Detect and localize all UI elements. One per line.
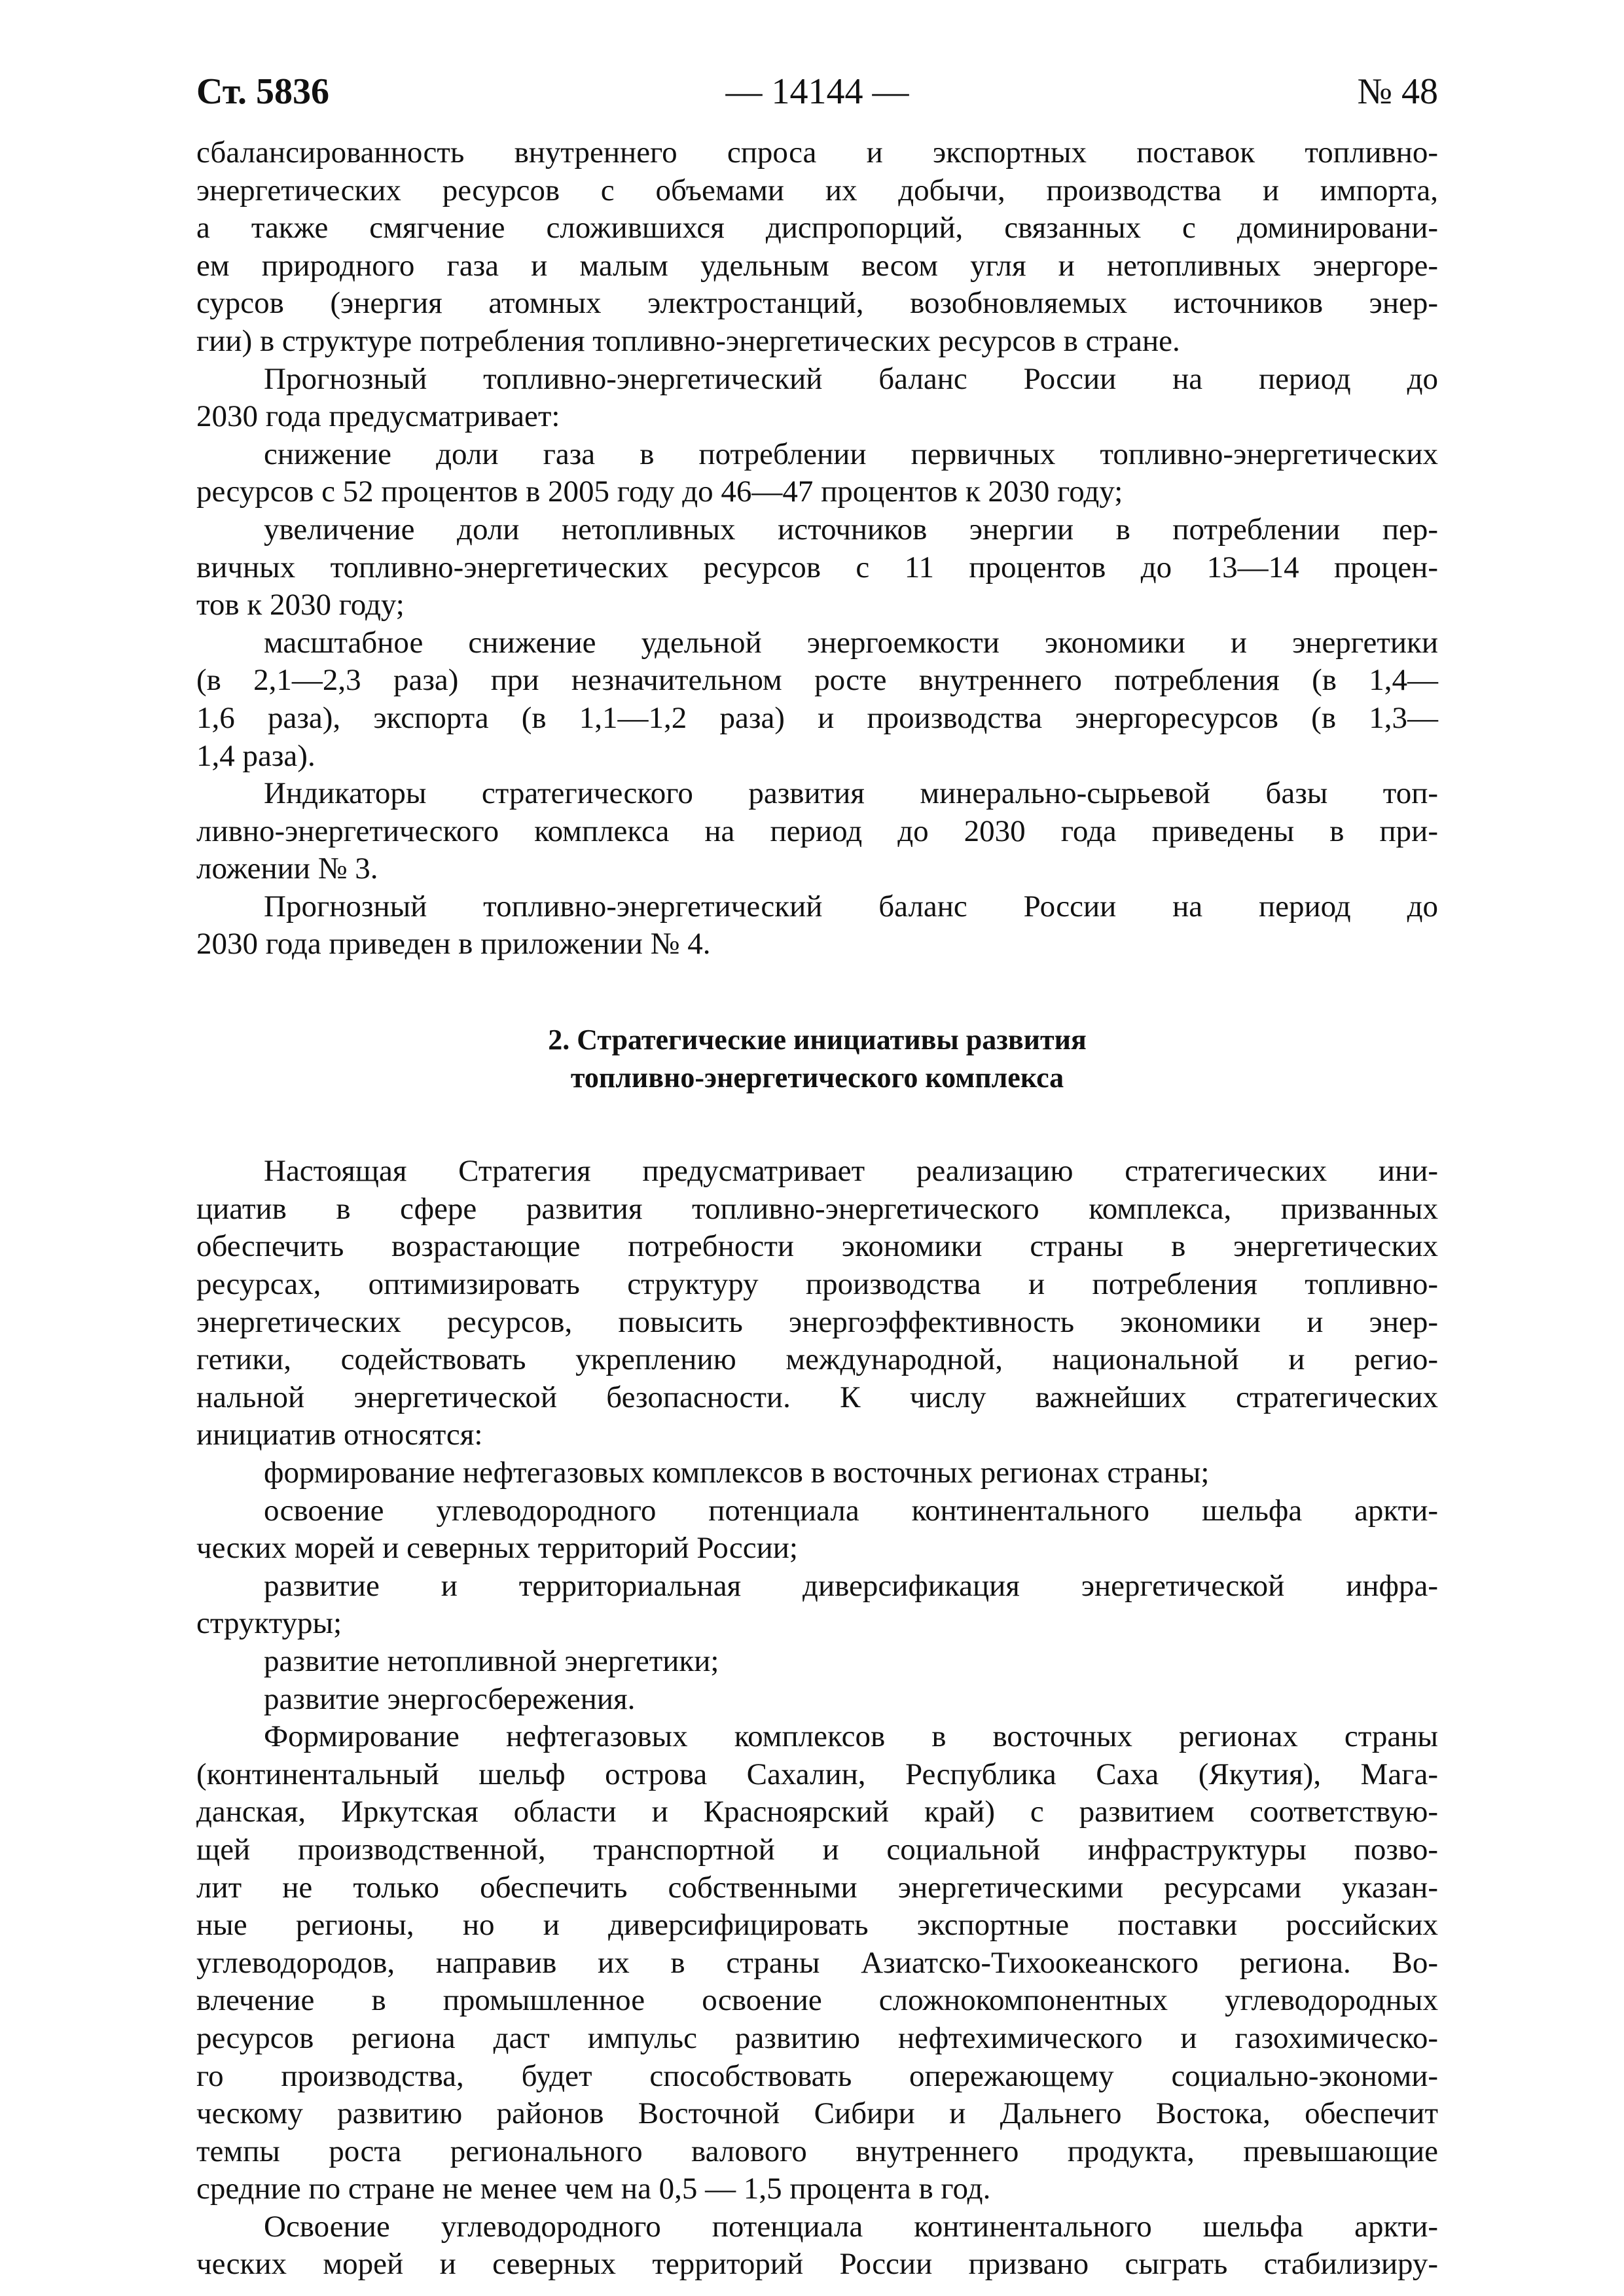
text-line: (континентальный шельф острова Сахалин, Республика Саха (Якутия), Мага- — [196, 1757, 1438, 1791]
text-line: тов к 2030 году; — [196, 588, 405, 622]
text-line: ливно-энергетического комплекса на период до 2030 года приведены в при- — [196, 814, 1438, 848]
text-line: Настоящая Стратегия предусматривает реализацию стратегических ини- — [264, 1154, 1438, 1189]
text-line: Формирование нефтегазовых комплексов в восточных регионах страны — [264, 1719, 1438, 1754]
text-line: лит не только обеспечить собственными энергетическими ресурсами указан- — [196, 1870, 1438, 1905]
text-line: углеводородов, направив их в страны Азиатско-Тихоокеанского региона. Во- — [196, 1945, 1438, 1980]
text-line: освоение углеводородного потенциала континентального шельфа аркти- — [264, 1493, 1438, 1528]
text-line: влечение в промышленное освоение сложнокомпонентных углеводородных — [196, 1983, 1438, 2018]
text-line: развитие энергосбережения. — [264, 1681, 636, 1716]
text-line: 1,4 раза). — [196, 738, 316, 773]
text-line: 1,6 раза), экспорта (в 1,1—1,2 раза) и производства энергоресурсов (в 1,3— — [196, 700, 1438, 735]
text-line: инициатив относятся: — [196, 1418, 483, 1452]
text-line: энергетических ресурсов с объемами их добычи, производства и импорта, — [196, 173, 1438, 207]
text-line: ем природного газа и малым удельным весом угля и нетопливных энергоре- — [196, 248, 1438, 283]
text-line: ложении № 3. — [196, 852, 378, 886]
page-number: — 14144 — — [725, 71, 909, 112]
text-line: развитие нетопливной энергетики; — [264, 1643, 719, 1678]
text-line: формирование нефтегазовых комплексов в восточных регионах страны; — [264, 1456, 1210, 1490]
text-line: ресурсов с 52 процентов в 2005 году до 46—47 процентов к 2030 году; — [196, 475, 1123, 509]
text-line: гетики, содействовать укреплению международной, национальной и регио- — [196, 1342, 1438, 1377]
text-line: обеспечить возрастающие потребности экономики страны в энергетических — [196, 1229, 1438, 1264]
section-heading-line-2: топливно-энергетического комплекса — [570, 1061, 1064, 1094]
text-line: нальной энергетической безопасности. К числу важнейших стратегических — [196, 1380, 1438, 1414]
text-line: ные регионы, но и диверсифицировать экспортные поставки российских — [196, 1908, 1438, 1943]
text-line: данская, Иркутская области и Красноярский край) с развитием соответствую- — [196, 1795, 1438, 1829]
text-line: (в 2,1—2,3 раза) при незначительном росте внутреннего потребления (в 1,4— — [196, 663, 1438, 698]
text-line: структуры; — [196, 1606, 342, 1641]
text-line: щей производственной, транспортной и социальной инфраструктуры позво- — [196, 1832, 1438, 1867]
text-line: Индикаторы стратегического развития минерально-сырьевой базы топ- — [264, 776, 1438, 811]
text-line: 2030 года приведен в приложении № 4. — [196, 927, 711, 961]
text-line: ческому развитию районов Восточной Сибири и Дальнего Востока, обеспечит — [196, 2096, 1438, 2131]
body-text — [196, 134, 1438, 2284]
text-line: сбалансированность внутреннего спроса и экспортных поставок топливно- — [196, 135, 1438, 170]
text-line: увеличение доли нетопливных источников энергии в потреблении пер- — [264, 512, 1438, 547]
text-line: циатив в сфере развития топливно-энергетического комплекса, призванных — [196, 1191, 1438, 1226]
text-line: 2030 года предусматривает: — [196, 399, 560, 434]
text-line: Прогнозный топливно-энергетический баланс России на период до — [264, 361, 1438, 396]
page-header — [196, 65, 1438, 118]
text-line: энергетических ресурсов, повысить энергоэффективность экономики и энер- — [196, 1304, 1438, 1339]
text-line: развитие и территориальная диверсификация энергетической инфра- — [264, 1568, 1438, 1603]
section-heading — [196, 1021, 1438, 1096]
text-line: масштабное снижение удельной энергоемкости экономики и энергетики — [264, 625, 1438, 660]
text-line: Прогнозный топливно-энергетический баланс России на период до — [264, 889, 1438, 924]
text-line: ресурсах, оптимизировать структуру производства и потребления топливно- — [196, 1267, 1438, 1302]
text-line: вичных топливно-энергетических ресурсов с 11 процентов до 13—14 процен- — [196, 550, 1438, 584]
text-line: снижение доли газа в потреблении первичных топливно-энергетических — [264, 437, 1438, 471]
text-line: ческих морей и северных территорий России призвано сыграть стабилизиру- — [196, 2247, 1438, 2282]
text-line: темпы роста регионального валового внутреннего продукта, превышающие — [196, 2134, 1438, 2168]
text-line: средние по стране не менее чем на 0,5 — 1,5 процента в год. — [196, 2172, 991, 2206]
text-line: го производства, будет способствовать опережающему социально-экономи- — [196, 2058, 1438, 2093]
text-line: Освоение углеводородного потенциала континентального шельфа аркти- — [264, 2209, 1438, 2244]
text-line: гии) в структуре потребления топливно-энергетических ресурсов в стране. — [196, 323, 1180, 358]
text-line: ческих морей и северных территорий России; — [196, 1531, 798, 1566]
issue-number: № 48 — [1357, 71, 1438, 112]
text-line: ресурсов региона даст импульс развитию нефтехимического и газохимическо- — [196, 2020, 1438, 2055]
article-number: Ст. 5836 — [196, 71, 329, 112]
section-heading-line-1: 2. Стратегические инициативы развития — [548, 1024, 1087, 1056]
text-line: а также смягчение сложившихся диспропорций, связанных с доминировани- — [196, 211, 1438, 245]
text-line: сурсов (энергия атомных электростанций, возобновляемых источников энер- — [196, 286, 1438, 321]
